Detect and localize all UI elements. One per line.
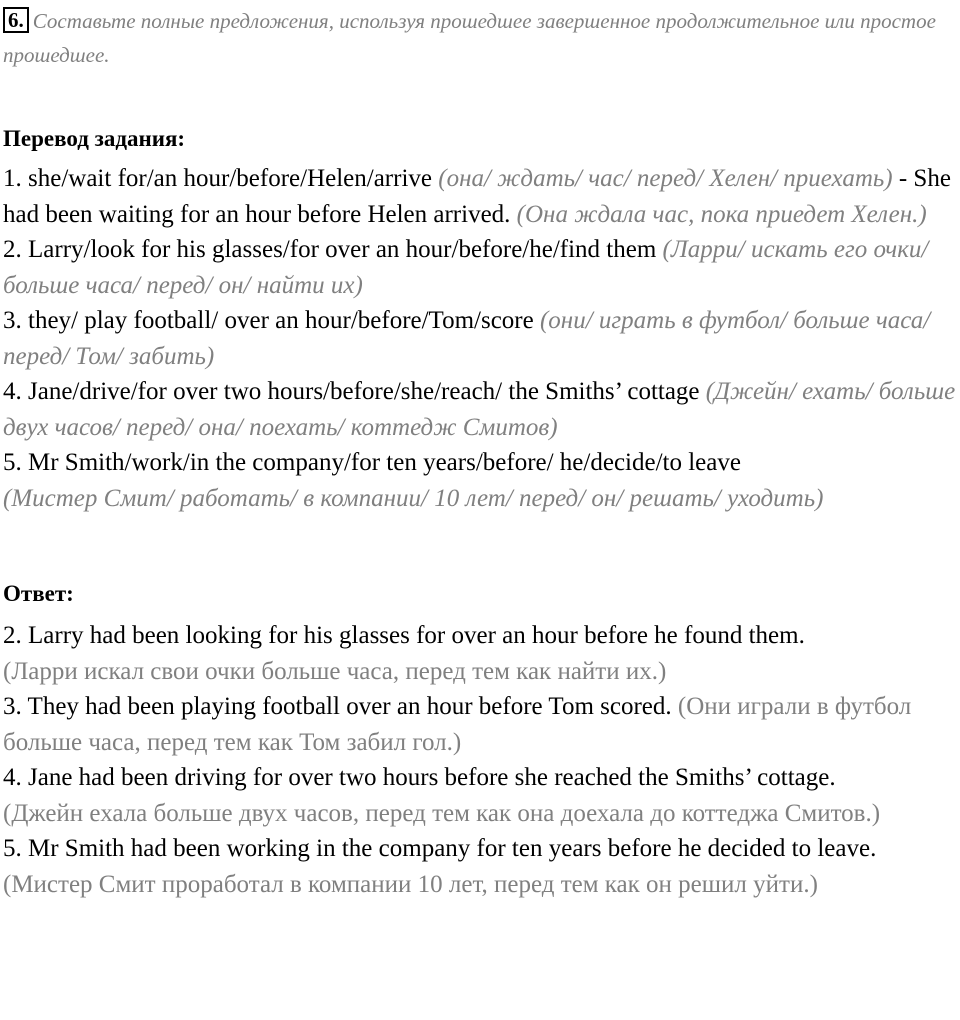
task-header	[3, 4, 958, 72]
translation-item-english: 4. Jane/drive/for over two hours/before/she/reach/ the Smiths’ cottage	[3, 378, 700, 405]
translation-item-russian: (Ларри/ искать его очки/ больше часа/ перед/ он/ найти их)	[3, 236, 929, 299]
translation-item-english: 2. Larry/look for his glasses/for over an hour/before/he/find them	[3, 236, 657, 263]
translation-item-3	[3, 303, 958, 374]
task-number: 6.	[3, 7, 29, 33]
answer-item-4	[3, 760, 958, 831]
translation-item-russian: (Мистер Смит/ работать/ в компании/ 10 лет/ перед/ он/ решать/ уходить)	[3, 484, 824, 512]
translation-item-2	[3, 232, 958, 303]
answer-item-3	[3, 689, 958, 760]
answer-list	[3, 618, 958, 902]
translation-item-russian: (она/ ждать/ час/ перед/ Хелен/ приехать)	[438, 165, 893, 192]
answer-item-5	[3, 831, 958, 902]
translation-item-1	[3, 161, 958, 232]
translation-item-english: 3. they/ play football/ over an hour/before/Tom/score	[3, 307, 534, 334]
answer-item-english: 4. Jane had been driving for over two hours before she reached the Smiths’ cottage.	[3, 764, 836, 791]
translation-item-russian: (они/ играть в футбол/ больше часа/ перед/ Том/ забить)	[3, 307, 931, 370]
answer-item-russian: (Мистер Смит проработал в компании 10 лет, перед тем как он решил уйти.)	[3, 870, 818, 898]
answer-item-english: 5. Mr Smith had been working in the company for ten years before he decided to leave.	[3, 835, 877, 862]
translation-section-title: Перевод задания:	[3, 126, 186, 151]
answer-item-2	[3, 618, 958, 689]
translation-item-russian: (Джейн/ ехать/ больше двух часов/ перед/ она/ поехать/ коттедж Смитов)	[3, 378, 956, 441]
answer-item-english: 3. They had been playing football over an hour before Tom scored.	[3, 693, 672, 720]
answer-item-russian: (Они играли в футбол больше часа, перед тем как Том забил гол.)	[3, 693, 912, 756]
task-instruction: Составьте полные предложения, используя прошедшее завершенное продолжительное или простое прошедшее.	[3, 9, 936, 67]
translation-item-english: 1. she/wait for/an hour/before/Helen/arrive	[3, 165, 432, 192]
answer-item-russian: (Джейн ехала больше двух часов, перед тем как она доехала до коттеджа Смитов.)	[3, 799, 881, 827]
translation-list	[3, 161, 958, 516]
translation-item-5	[3, 445, 958, 516]
translation-item-english: 5. Mr Smith/work/in the company/for ten years/before/ he/decide/to leave	[3, 449, 741, 476]
translation-item-answer: - She had been waiting for an hour before Helen arrived.	[3, 165, 951, 228]
answer-item-russian: (Ларри искал свои очки больше часа, перед тем как найти их.)	[3, 657, 667, 685]
document-page	[3, 0, 958, 902]
translation-item-answer-translation: (Она ждала час, пока приедет Хелен.)	[516, 200, 927, 228]
answer-section-title: Ответ:	[3, 581, 74, 606]
translation-item-4	[3, 374, 958, 445]
answer-item-english: 2. Larry had been looking for his glasses for over an hour before he found them.	[3, 622, 805, 649]
